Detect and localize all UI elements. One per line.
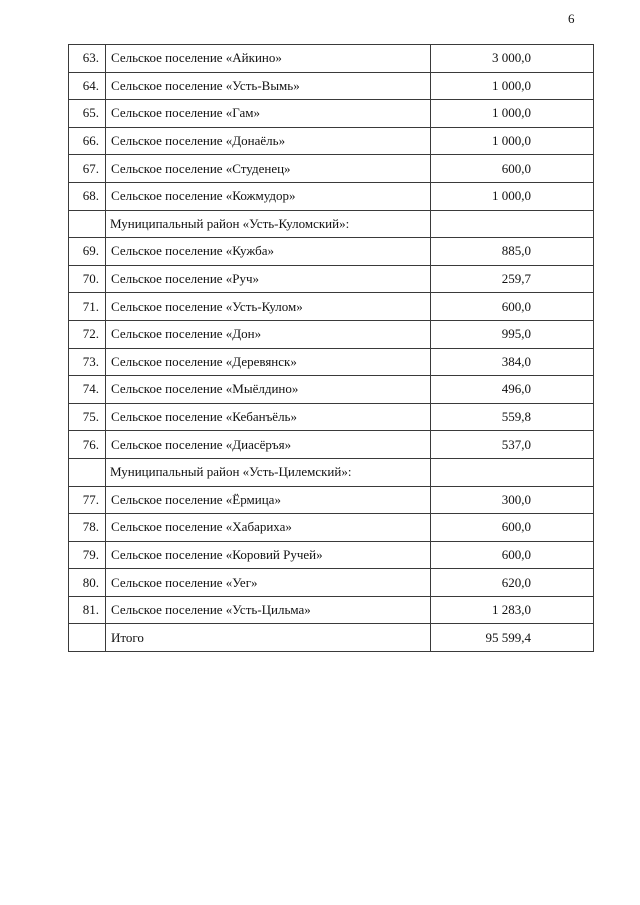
settlement-name: Сельское поселение «Усть-Цильма» xyxy=(106,596,431,624)
table-row xyxy=(69,376,594,404)
table-row xyxy=(69,182,594,210)
total-row xyxy=(69,624,594,652)
table-row xyxy=(69,265,594,293)
row-number: 65. xyxy=(69,100,106,128)
table-row xyxy=(69,293,594,321)
table-row xyxy=(69,320,594,348)
row-number: 63. xyxy=(69,45,106,73)
row-number: 68. xyxy=(69,182,106,210)
settlement-name: Сельское поселение «Кебанъёль» xyxy=(106,403,431,431)
row-number: 77. xyxy=(69,486,106,514)
table-row xyxy=(69,127,594,155)
row-number: 78. xyxy=(69,514,106,542)
amount-value: 620,0 xyxy=(431,569,594,597)
table-row xyxy=(69,541,594,569)
table-row xyxy=(69,596,594,624)
settlement-name: Сельское поселение «Дон» xyxy=(106,320,431,348)
district-name: Муниципальный район «Усть-Цилемский»: xyxy=(106,458,431,486)
settlement-name: Сельское поселение «Уег» xyxy=(106,569,431,597)
amount-value: 600,0 xyxy=(431,293,594,321)
settlement-name: Сельское поселение «Мыёлдино» xyxy=(106,376,431,404)
amount-value: 600,0 xyxy=(431,155,594,183)
settlement-name: Сельское поселение «Диасёръя» xyxy=(106,431,431,459)
settlement-name: Сельское поселение «Гам» xyxy=(106,100,431,128)
table-row xyxy=(69,72,594,100)
row-number: 73. xyxy=(69,348,106,376)
row-number: 81. xyxy=(69,596,106,624)
amount-value: 384,0 xyxy=(431,348,594,376)
row-number: 72. xyxy=(69,320,106,348)
amount-value: 537,0 xyxy=(431,431,594,459)
page-number: 6 xyxy=(568,11,575,26)
settlement-name: Сельское поселение «Усть-Вымь» xyxy=(106,72,431,100)
amount-value: 600,0 xyxy=(431,541,594,569)
table-row xyxy=(69,486,594,514)
amount-value: 300,0 xyxy=(431,486,594,514)
amount-value: 995,0 xyxy=(431,320,594,348)
total-label: Итого xyxy=(106,624,431,652)
amount-value: 3 000,0 xyxy=(431,45,594,73)
amount-value: 1 283,0 xyxy=(431,596,594,624)
table-body xyxy=(69,45,594,652)
amount-value: 1 000,0 xyxy=(431,127,594,155)
amount-value: 496,0 xyxy=(431,376,594,404)
district-header-row xyxy=(69,458,594,486)
row-number xyxy=(69,624,106,652)
table-row xyxy=(69,348,594,376)
row-number xyxy=(69,210,106,238)
settlement-name: Сельское поселение «Кужба» xyxy=(106,238,431,266)
amount-value xyxy=(431,458,594,486)
amount-value xyxy=(431,210,594,238)
table-row xyxy=(69,569,594,597)
amount-value: 885,0 xyxy=(431,238,594,266)
row-number: 70. xyxy=(69,265,106,293)
row-number: 64. xyxy=(69,72,106,100)
row-number: 75. xyxy=(69,403,106,431)
table-row xyxy=(69,45,594,73)
row-number: 74. xyxy=(69,376,106,404)
district-header-row xyxy=(69,210,594,238)
row-number: 80. xyxy=(69,569,106,597)
row-number: 79. xyxy=(69,541,106,569)
row-number xyxy=(69,458,106,486)
amount-value: 259,7 xyxy=(431,265,594,293)
settlement-name: Сельское поселение «Руч» xyxy=(106,265,431,293)
total-amount: 95 599,4 xyxy=(431,624,594,652)
settlement-name: Сельское поселение «Айкино» xyxy=(106,45,431,73)
budget-allocation-table xyxy=(68,44,594,652)
table-row xyxy=(69,514,594,542)
amount-value: 1 000,0 xyxy=(431,100,594,128)
table-row xyxy=(69,431,594,459)
row-number: 69. xyxy=(69,238,106,266)
settlement-name: Сельское поселение «Ёрмица» xyxy=(106,486,431,514)
table-row xyxy=(69,155,594,183)
amount-value: 600,0 xyxy=(431,514,594,542)
row-number: 71. xyxy=(69,293,106,321)
settlement-name: Сельское поселение «Усть-Кулом» xyxy=(106,293,431,321)
amount-value: 559,8 xyxy=(431,403,594,431)
table-row xyxy=(69,238,594,266)
row-number: 76. xyxy=(69,431,106,459)
district-name: Муниципальный район «Усть-Куломский»: xyxy=(106,210,431,238)
table-row xyxy=(69,100,594,128)
settlement-name: Сельское поселение «Деревянск» xyxy=(106,348,431,376)
row-number: 66. xyxy=(69,127,106,155)
settlement-name: Сельское поселение «Студенец» xyxy=(106,155,431,183)
settlement-name: Сельское поселение «Хабариха» xyxy=(106,514,431,542)
settlement-name: Сельское поселение «Кожмудор» xyxy=(106,182,431,210)
settlement-name: Сельское поселение «Донаёль» xyxy=(106,127,431,155)
row-number: 67. xyxy=(69,155,106,183)
table-row xyxy=(69,403,594,431)
amount-value: 1 000,0 xyxy=(431,72,594,100)
settlement-name: Сельское поселение «Коровий Ручей» xyxy=(106,541,431,569)
amount-value: 1 000,0 xyxy=(431,182,594,210)
